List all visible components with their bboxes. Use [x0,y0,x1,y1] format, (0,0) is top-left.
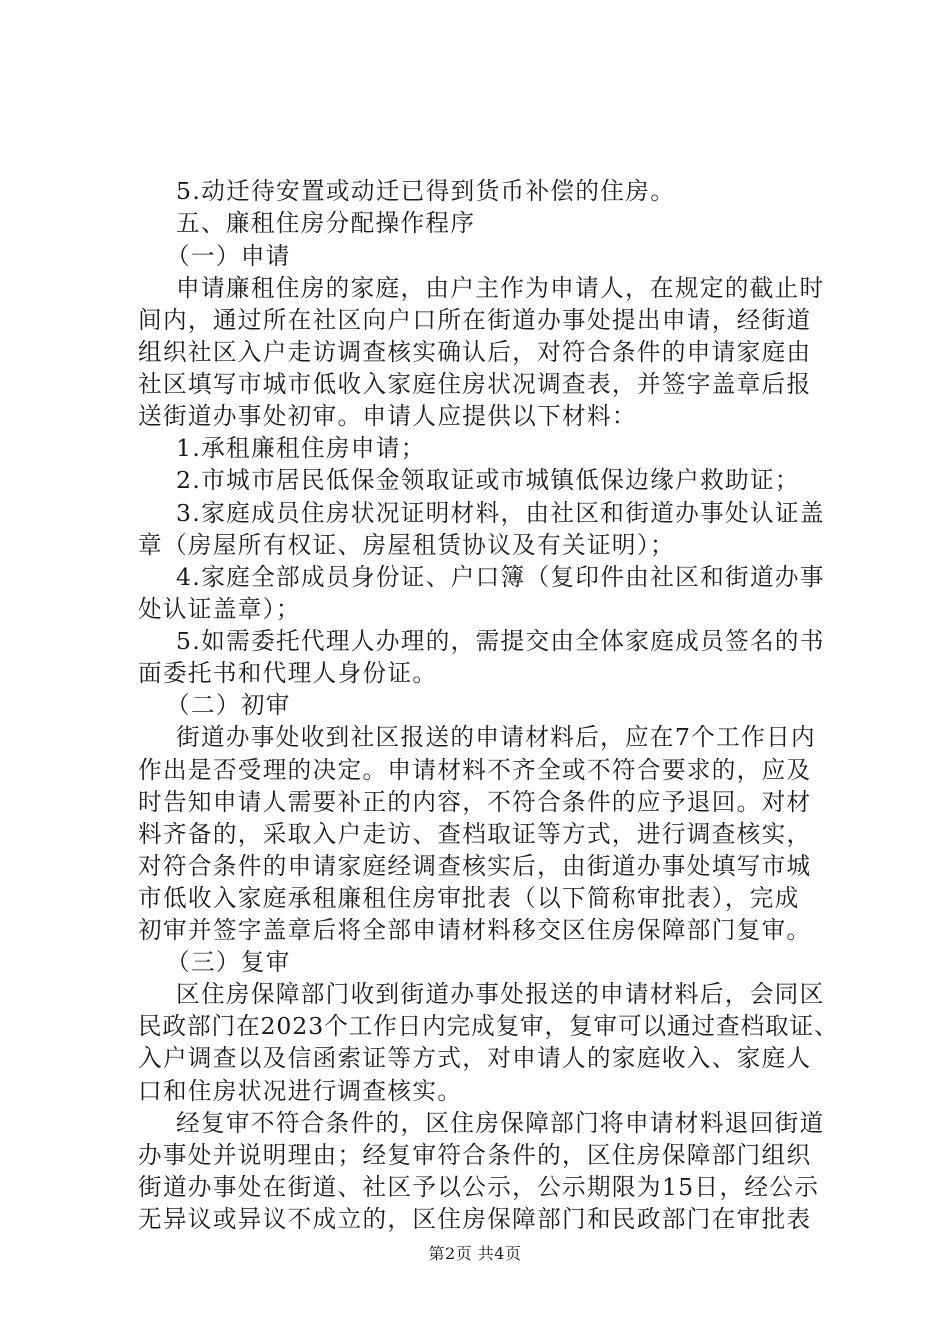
paragraph-line: 口和住房状况进行调查核实。 [138,1077,463,1105]
paragraph-line: 对符合条件的申请家庭经调查核实后，由街道办事处填写市城 [138,852,812,880]
paragraph-line: 送街道办事处初审。申请人应提供以下材料： [138,402,637,430]
paragraph-line: 市低收入家庭承租廉租住房审批表（以下简称审批表），完成 [138,884,800,912]
paragraph-line: 面委托书和代理人身份证。 [138,659,438,687]
paragraph-line: 入户调查以及信函索证等方式，对申请人的家庭收入、家庭人 [138,1044,812,1072]
paragraph-line: 经复审不符合条件的，区住房保障部门将申请材料退回街道 [176,1109,825,1137]
paragraph-line: 社区填写市城市低收入家庭住房状况调查表，并签字盖章后报 [138,370,812,398]
section-heading: 五、廉租住房分配操作程序 [176,209,476,237]
page-number: 第2页 共4页 [428,1244,522,1263]
subsection-heading: （一）申请 [166,242,291,270]
list-item: 2.市城市居民低保金领取证或市城镇低保边缘户救助证； [176,466,800,494]
list-item: 4.家庭全部成员身份证、户口簿（复印件由社区和街道办事 [176,563,825,591]
paragraph-line: 时告知申请人需要补正的内容，不符合条件的应予退回。对材 [138,788,812,816]
paragraph-line: 处认证盖章）； [138,595,301,623]
subsection-heading: （二）初审 [166,691,291,719]
paragraph-line: 区住房保障部门收到街道办事处报送的申请材料后，会同区 [176,980,825,1008]
list-item: 5.如需委托代理人办理的，需提交由全体家庭成员签名的书 [176,627,825,655]
paragraph-line: 章（房屋所有权证、房屋租赁协议及有关证明）； [138,531,675,559]
paragraph-line: 申请廉租住房的家庭，由户主作为申请人，在规定的截止时 [176,274,825,302]
paragraph-line: 组织社区入户走访调查核实确认后，对符合条件的申请家庭由 [138,338,812,366]
paragraph-line: 料齐备的，采取入户走访、查档取证等方式，进行调查核实， [138,820,812,848]
paragraph-line: 街道办事处在街道、社区予以公示，公示期限为15日，经公示 [138,1173,820,1201]
list-item: 1.承租廉租住房申请； [176,434,426,462]
paragraph-line: 5.动迁待安置或动迁已得到货币补偿的住房。 [176,177,676,205]
subsection-heading: （三）复审 [166,948,291,976]
paragraph-line: 间内，通过所在社区向户口所在街道办事处提出申请，经街道 [138,306,812,334]
paragraph-line: 办事处并说明理由；经复审符合条件的，区住房保障部门组织 [138,1141,812,1169]
paragraph-line: 民政部门在2023个工作日内完成复审，复审可以通过查档取证、 [138,1012,839,1040]
paragraph-line: 无异议或异议不成立的，区住房保障部门和民政部门在审批表 [138,1205,812,1233]
list-item: 3.家庭成员住房状况证明材料，由社区和街道办事处认证盖 [176,499,825,527]
paragraph-line: 初审并签字盖章后将全部申请材料移交区住房保障部门复审。 [138,916,812,944]
paragraph-line: 作出是否受理的决定。申请材料不齐全或不符合要求的，应及 [138,756,812,784]
paragraph-line: 街道办事处收到社区报送的申请材料后，应在7个工作日内 [176,723,816,751]
